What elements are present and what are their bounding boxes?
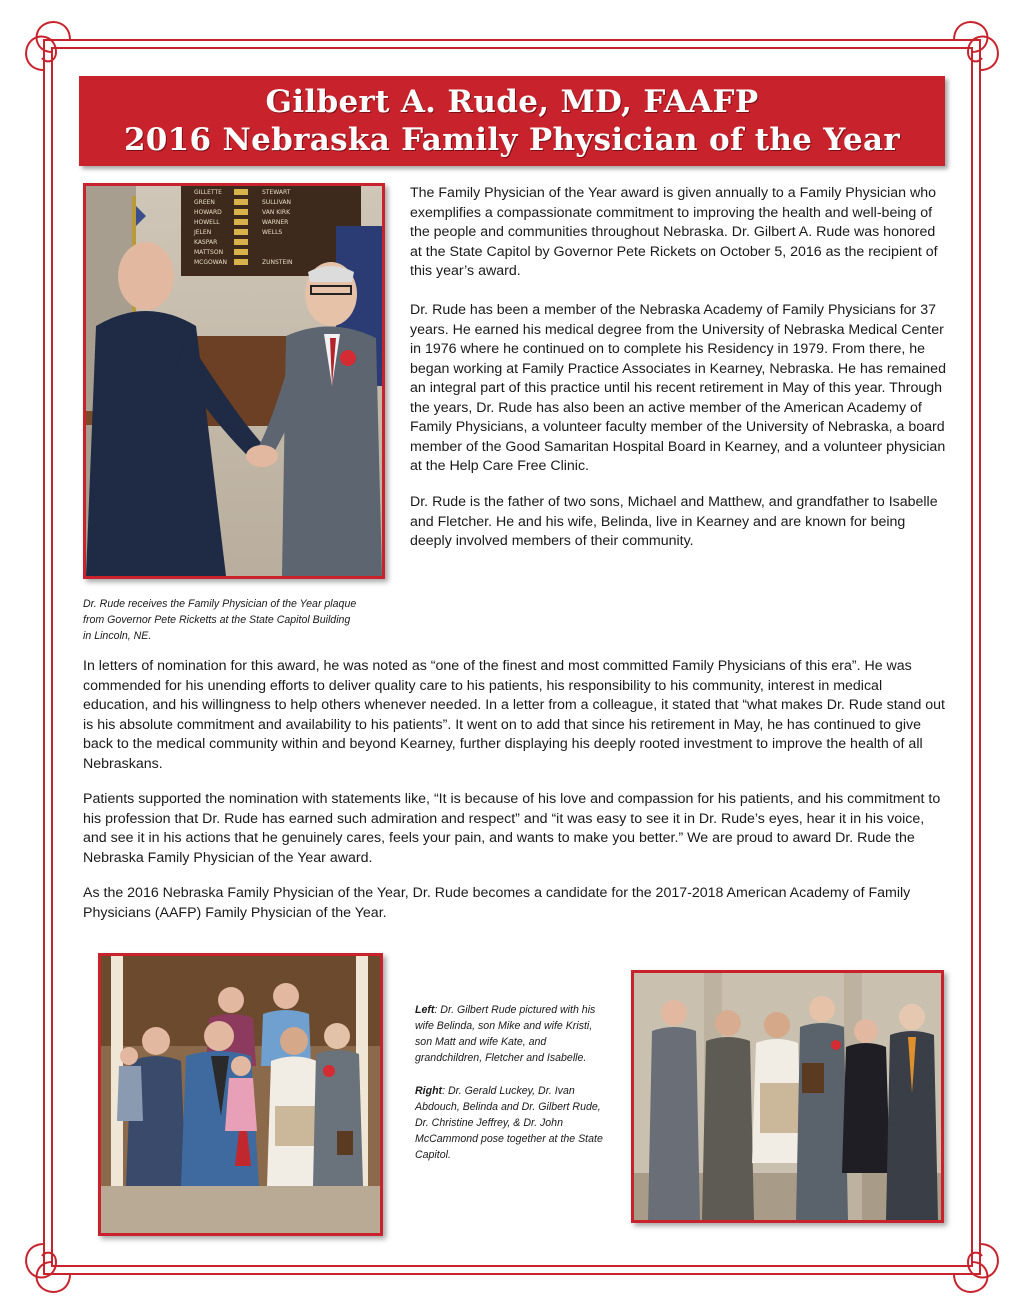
bottom-photos-caption-left <box>415 1002 610 1066</box>
board-name: MATTSON <box>194 249 224 256</box>
page-title: Gilbert A. Rude, MD, FAAFP <box>265 84 759 120</box>
main-photo <box>83 183 385 579</box>
handshake-photo-illustration <box>86 186 382 576</box>
board-name: KASPAR <box>194 239 218 246</box>
family-photo-illustration <box>101 956 380 1233</box>
paragraph-family: Dr. Rude is the father of two sons, Michael and Matthew, and grandfather to Isabelle and Fletcher. He and his wife, Belinda, live in Kearney and are known for being deeply involved members of their community. <box>410 494 938 549</box>
caption-right-text: : Dr. Gerald Luckey, Dr. Ivan Abdouch, Belinda and Dr. Gilbert Rude, Dr. Christine Jeffrey, & Dr. John McCammond pose together at the State Capitol. <box>415 1085 603 1161</box>
paragraph-nomination: In letters of nomination for this award, he was noted as “one of the finest and most committed Family Physicians of this era”. He was commended for his unending efforts to deliver quality care to his patients, his responsibility to his community, interest in medical education, and his willingness to help others whenever needed. In a letter from a colleague, it stated that “what makes Dr. Rude stand out is his absolute commitment and availability to his patients”. It went on to add that since his retirement in May, he has continued to give back to the medical community within and beyond Kearney, further displaying his deeply rooted investment to improve the health of all Nebraskans. <box>83 658 946 772</box>
board-name: MCGOWAN <box>194 259 227 266</box>
main-photo-caption: Dr. Rude receives the Family Physician of the Year plaque from Governor Pete Ricketts at the State Capitol Building in Lincoln, NE. <box>83 598 357 642</box>
board-name: HOWELL <box>194 219 220 226</box>
caption-right-label: Right <box>415 1085 443 1097</box>
board-name: GREEN <box>194 199 215 206</box>
board-name: WARNER <box>262 219 289 226</box>
board-name: VAN KIRK <box>262 209 291 216</box>
group-photo-illustration <box>634 973 941 1220</box>
board-name: HOWARD <box>194 209 222 216</box>
paragraph-candidate: As the 2016 Nebraska Family Physician of the Year, Dr. Rude becomes a candidate for the 2017-2018 American Academy of Family Physicians (AAFP) Family Physician of the Year. <box>83 885 911 921</box>
title-banner <box>79 76 945 166</box>
board-name: SULLIVAN <box>262 199 291 206</box>
caption-left-label: Left <box>415 1004 435 1016</box>
page-subtitle: 2016 Nebraska Family Physician of the Year <box>123 122 901 158</box>
board-name: WELLS <box>262 229 283 236</box>
group-photo <box>631 970 944 1223</box>
board-name: GILLETTE <box>194 189 222 196</box>
board-name: STEWART <box>262 189 291 196</box>
board-name: JELEN <box>194 229 212 236</box>
caption-left-text: : Dr. Gilbert Rude pictured with his wife Belinda, son Mike and wife Kristi, son Matt and wife Kate, and grandchildren, Fletcher and Isabelle. <box>415 1004 596 1064</box>
bottom-photos-caption-right <box>415 1083 610 1163</box>
family-photo <box>98 953 383 1236</box>
paragraph-award-intro: The Family Physician of the Year award is given annually to a Family Physician who exemplifies a compassionate commitment to improving the health and well-being of the people and communities throughout Nebraska. Dr. Gilbert A. Rude was honored at the State Capitol by Governor Pete Rickets on October 5, 2016 as the recipient of this year’s award. <box>410 185 938 279</box>
paragraph-career: Dr. Rude has been a member of the Nebraska Academy of Family Physicians for 37 years. He earned his medical degree from the University of Nebraska Medical Center in 1976 where he continued on to complete his Residency in 1979. From there, he began working at Family Practice Associates in Kearney, Nebraska. He has remained an integral part of this practice until his recent retirement in May of this year. Through the years, Dr. Rude has also been an active member of the American Academy of Family Physicians, a volunteer faculty member of the University of Nebraska, a board member of the Good Samaritan Hospital Board in Kearney, and a volunteer physician at the Help Care Free Clinic. <box>410 302 946 474</box>
board-name: ZUNSTEIN <box>262 259 293 266</box>
paragraph-patients: Patients supported the nomination with statements like, “It is because of his love and compassion for his patients, and his commitment to his profession that Dr. Rude has earned such admiration and respect” and “it was easy to see it in Dr. Rude’s eyes, hear it in his voice, and see it in his actions that he genuinely cares, feels your pain, and wants to make you better.” We are proud to award Dr. Rude the Nebraska Family Physician of the Year award. <box>83 791 941 866</box>
